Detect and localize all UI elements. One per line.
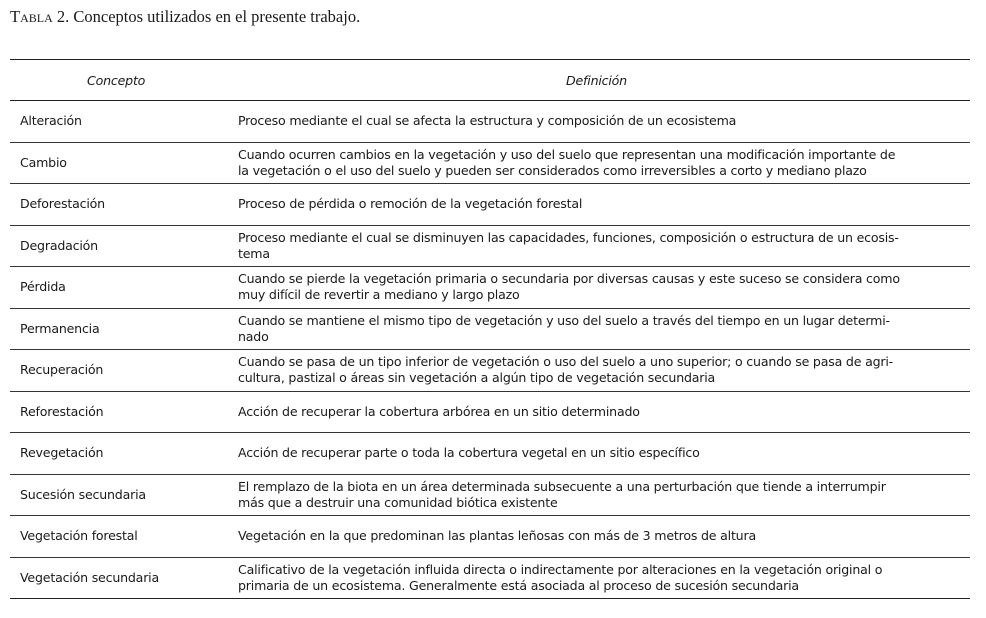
definition-cell: Acción de recuperar la cobertura arbórea en un sitio determinado xyxy=(238,391,970,433)
concept-cell: Degradación xyxy=(10,225,238,267)
table-caption xyxy=(10,7,360,27)
concept-cell: Vegetación forestal xyxy=(10,516,238,558)
table-row xyxy=(10,433,970,475)
definition-cell: El remplazo de la biota en un área determinada subsecuente a una perturbación que tiende a interrumpir más que a destruir una comunidad biótica existente xyxy=(238,474,970,516)
definition-cell: Proceso mediante el cual se disminuyen las capacidades, funciones, composición o estructura de un ecosis- tema xyxy=(238,225,970,267)
table-row xyxy=(10,101,970,143)
concept-cell: Sucesión secundaria xyxy=(10,474,238,516)
table-caption-label: Tabla 2. xyxy=(10,7,70,26)
table-row xyxy=(10,557,970,599)
concept-cell: Cambio xyxy=(10,142,238,184)
concept-cell: Revegetación xyxy=(10,433,238,475)
table-row xyxy=(10,267,970,309)
header-concept: Concepto xyxy=(10,60,238,101)
table-row xyxy=(10,516,970,558)
concept-cell: Alteración xyxy=(10,101,238,143)
concept-cell: Reforestación xyxy=(10,391,238,433)
table-row xyxy=(10,308,970,350)
definition-cell: Proceso mediante el cual se afecta la estructura y composición de un ecosistema xyxy=(238,101,970,143)
header-definition: Definición xyxy=(238,60,970,101)
concept-cell: Deforestación xyxy=(10,184,238,226)
definition-cell: Cuando se pasa de un tipo inferior de vegetación o uso del suelo a uno superior; o cuando se pasa de agri- cultura, pastizal o áreas sin vegetación a algún tipo de vegetación secundaria xyxy=(238,350,970,392)
concept-cell: Vegetación secundaria xyxy=(10,557,238,599)
table-caption-text: Conceptos utilizados en el presente trabajo. xyxy=(69,7,361,26)
definition-cell: Proceso de pérdida o remoción de la vegetación forestal xyxy=(238,184,970,226)
table-row xyxy=(10,142,970,184)
table-row xyxy=(10,474,970,516)
definition-cell: Cuando ocurren cambios en la vegetación y uso del suelo que representan una modificación importante de la vegetación o el uso del suelo y pueden ser considerados como irreversibles a corto y mediano plazo xyxy=(238,142,970,184)
definition-cell: Cuando se pierde la vegetación primaria o secundaria por diversas causas y este suceso se considera como muy difícil de revertir a mediano y largo plazo xyxy=(238,267,970,309)
definition-cell: Acción de recuperar parte o toda la cobertura vegetal en un sitio específico xyxy=(238,433,970,475)
concept-cell: Permanencia xyxy=(10,308,238,350)
concept-cell: Pérdida xyxy=(10,267,238,309)
concepts-table xyxy=(10,59,970,599)
table-row xyxy=(10,391,970,433)
concept-cell: Recuperación xyxy=(10,350,238,392)
table-row xyxy=(10,184,970,226)
table-header-row xyxy=(10,60,970,101)
definition-cell: Cuando se mantiene el mismo tipo de vegetación y uso del suelo a través del tiempo en un lugar determi- nado xyxy=(238,308,970,350)
table-body xyxy=(10,101,970,599)
definition-cell: Vegetación en la que predominan las plantas leñosas con más de 3 metros de altura xyxy=(238,516,970,558)
table-row xyxy=(10,350,970,392)
definition-cell: Calificativo de la vegetación influida directa o indirectamente por alteraciones en la vegetación original o primaria de un ecosistema. Generalmente está asociada al proceso de sucesión secundaria xyxy=(238,557,970,599)
table-row xyxy=(10,225,970,267)
